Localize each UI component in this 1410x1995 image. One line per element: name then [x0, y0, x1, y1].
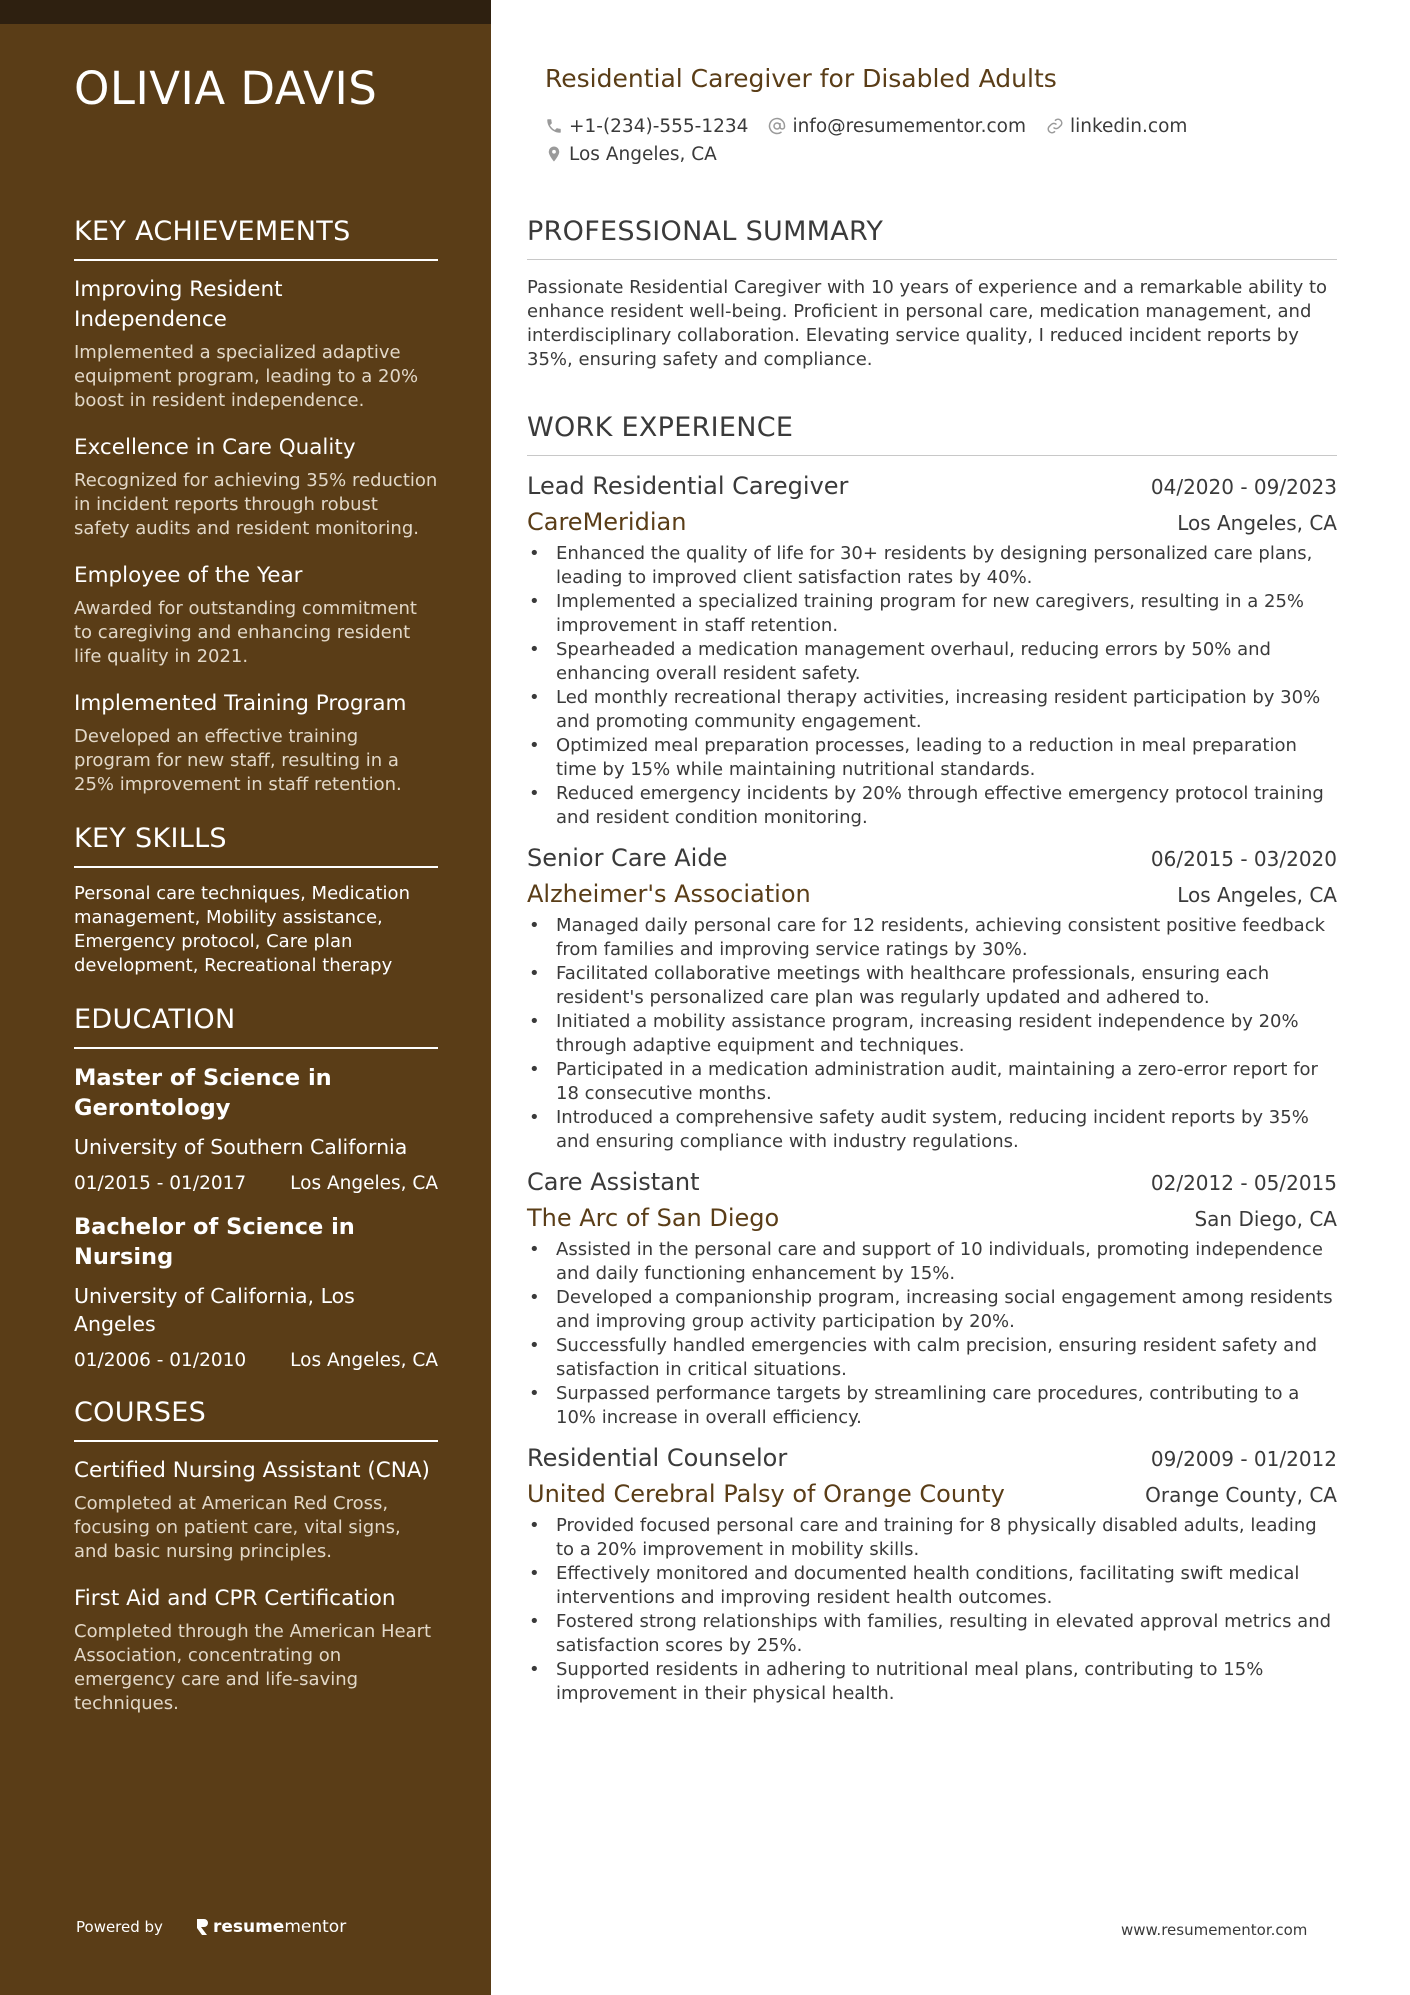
job-bullet: • Developed a companionship program, increasing social engagement among residents and improving group activity participation by 20%.: [527, 1286, 1337, 1334]
job-bullet: • Surpassed performance targets by streamlining care procedures, contributing to a 10% increase in overall efficiency.: [527, 1382, 1337, 1430]
email-text: info@resumementor.com: [792, 115, 1026, 137]
achievement-desc: Implemented a specialized adaptive equipment program, leading to a 20% boost in resident independence.: [74, 342, 419, 411]
job-subheader: [527, 1204, 1337, 1232]
achievement-desc: Developed an effective training program for new staff, resulting in a 25% improvement in staff retention.: [74, 726, 402, 795]
achievements-heading: KEY ACHIEVEMENTS: [74, 216, 438, 261]
job-location: Orange County, CA: [1145, 1483, 1337, 1507]
job-bullet: • Successfully handled emergencies with calm precision, ensuring resident safety and satisfaction in critical situations.: [527, 1334, 1337, 1382]
job-entry: [527, 1444, 1337, 1706]
link-icon: [1046, 117, 1064, 135]
job-bullet: • Implemented a specialized training program for new caregivers, resulting in a 25% improvement in staff retention.: [527, 590, 1337, 638]
courses-heading: COURSES: [74, 1397, 438, 1442]
job-bullet: • Optimized meal preparation processes, leading to a reduction in meal preparation time by 15% while maintaining nutritional standards.: [527, 734, 1337, 782]
brand-bold: resume: [212, 1917, 285, 1937]
job-bullet: • Managed daily personal care for 12 residents, achieving consistent positive feedback from families and improving service ratings by 30%.: [527, 914, 1337, 962]
job-title: Senior Care Aide: [527, 844, 728, 872]
job-location: Los Angeles, CA: [1177, 883, 1337, 907]
achievement-title: Excellence in Care Quality: [74, 435, 356, 460]
achievement-desc: Recognized for achieving 35% reduction in incident reports through robust safety audits and resident monitoring.: [74, 470, 438, 539]
location-pin-icon: [545, 145, 563, 163]
course-title: First Aid and CPR Certification: [74, 1586, 396, 1611]
sidebar-content: [74, 216, 438, 1742]
job-bullet: • Participated in a medication administration audit, maintaining a zero-error report for 18 consecutive months.: [527, 1058, 1337, 1106]
job-dates: 06/2015 - 03/2020: [1150, 847, 1337, 871]
job-bullet: • Supported residents in adhering to nutritional meal plans, contributing to 15% improvement in their physical health.: [527, 1658, 1337, 1706]
achievements-section: [74, 216, 438, 797]
achievement-title: Improving Resident Independence: [74, 277, 283, 332]
achievement-desc: Awarded for outstanding commitment to caregiving and enhancing resident life quality in 2021.: [74, 598, 417, 667]
job-bullet: • Spearheaded a medication management overhaul, reducing errors by 50% and enhancing overall resident safety.: [527, 638, 1337, 686]
experience-section: [527, 412, 1337, 1706]
job-bullet: • Enhanced the quality of life for 30+ residents by designing personalized care plans, leading to improved client satisfaction rates by 40%.: [527, 542, 1337, 590]
job-bullets: [527, 542, 1337, 830]
education-location: Los Angeles, CA: [290, 1173, 438, 1194]
job-subheader: [527, 508, 1337, 536]
achievement-item: [74, 433, 438, 541]
job-bullet: • Introduced a comprehensive safety audit system, reducing incident reports by 35% and ensuring compliance with industry regulations.: [527, 1106, 1337, 1154]
education-section: [74, 1004, 438, 1371]
job-title: Lead Residential Caregiver: [527, 472, 849, 500]
phone-icon: [545, 117, 563, 135]
education-dates: 01/2015 - 01/2017: [74, 1173, 247, 1194]
candidate-name: OLIVIA DAVIS: [74, 62, 378, 115]
job-bullet: • Effectively monitored and documented health conditions, facilitating swift medical interventions and improving resident health outcomes.: [527, 1562, 1337, 1610]
main-content: [527, 216, 1337, 1720]
course-item: [74, 1584, 438, 1716]
course-title: Certified Nursing Assistant (CNA): [74, 1458, 430, 1483]
contact-email[interactable]: [768, 116, 1026, 137]
job-subheader: [527, 880, 1337, 908]
skills-list: Personal care techniques, Medication management, Mobility assistance, Emergency protocol, Care plan development, Recreational therapy: [74, 883, 410, 976]
job-header: [527, 844, 1337, 872]
job-bullet: • Led monthly recreational therapy activities, increasing resident participation by 30% and promoting community engagement.: [527, 686, 1337, 734]
summary-section: [527, 216, 1337, 372]
job-bullets: [527, 1514, 1337, 1706]
contact-linkedin[interactable]: [1046, 116, 1187, 137]
achievement-title: Employee of the Year: [74, 563, 303, 588]
job-bullet: • Facilitated collaborative meetings with healthcare professionals, ensuring each resident's personalized care plan was regularly updated and adhered to.: [527, 962, 1337, 1010]
job-entry: [527, 472, 1337, 830]
job-title: Residential Counselor: [527, 1444, 788, 1472]
job-dates: 09/2009 - 01/2012: [1150, 1447, 1337, 1471]
sidebar: [0, 0, 491, 1995]
education-meta: [74, 1350, 438, 1371]
job-header: [527, 1168, 1337, 1196]
footer-url-link[interactable]: www.resumementor.com: [1121, 1921, 1308, 1939]
job-bullet: • Fostered strong relationships with families, resulting in elevated approval metrics and satisfaction scores by 25%.: [527, 1610, 1337, 1658]
education-location: Los Angeles, CA: [290, 1350, 438, 1371]
job-company: The Arc of San Diego: [527, 1204, 780, 1232]
job-title: Care Assistant: [527, 1168, 700, 1196]
achievement-item: [74, 689, 438, 797]
education-item: [74, 1063, 438, 1194]
education-dates: 01/2006 - 01/2010: [74, 1350, 247, 1371]
education-meta: [74, 1173, 438, 1194]
contact-phone[interactable]: [545, 116, 748, 137]
job-bullet: • Initiated a mobility assistance program, increasing resident independence by 20% through adaptive equipment and techniques.: [527, 1010, 1337, 1058]
job-subheader: [527, 1480, 1337, 1508]
job-entry: [527, 844, 1337, 1154]
linkedin-text: linkedin.com: [1069, 115, 1188, 137]
education-school: University of California, Los Angeles: [74, 1284, 355, 1336]
skills-section: [74, 823, 438, 978]
course-desc: Completed through the American Heart Association, concentrating on emergency care and life-saving techniques.: [74, 1621, 432, 1714]
education-heading: EDUCATION: [74, 1004, 438, 1049]
skills-heading: KEY SKILLS: [74, 823, 438, 868]
powered-by: [76, 1917, 346, 1937]
job-company: Alzheimer's Association: [527, 880, 811, 908]
job-bullets: [527, 914, 1337, 1154]
course-desc: Completed at American Red Cross, focusing on patient care, vital signs, and basic nursing principles.: [74, 1493, 401, 1562]
powered-by-label: Powered by: [76, 1918, 163, 1936]
education-item: [74, 1212, 438, 1371]
sidebar-top-bar: [0, 0, 491, 24]
job-bullet: • Assisted in the personal care and support of 10 individuals, promoting independence and daily functioning enhancement by 15%.: [527, 1238, 1337, 1286]
achievement-item: [74, 561, 438, 669]
education-degree: Master of Science in Gerontology: [74, 1065, 332, 1121]
experience-heading: WORK EXPERIENCE: [527, 412, 1337, 456]
job-company: CareMeridian: [527, 508, 687, 536]
achievement-item: [74, 275, 438, 413]
job-header: [527, 472, 1337, 500]
courses-section: [74, 1397, 438, 1716]
summary-heading: PROFESSIONAL SUMMARY: [527, 216, 1337, 260]
job-bullets: [527, 1238, 1337, 1430]
phone-text: +1-(234)-555-1234: [569, 115, 749, 137]
job-location: Los Angeles, CA: [1177, 511, 1337, 535]
contact-info: [545, 112, 1305, 168]
job-dates: 04/2020 - 09/2023: [1150, 475, 1337, 499]
location-text: Los Angeles, CA: [569, 143, 717, 165]
contact-location: [545, 144, 717, 165]
achievement-title: Implemented Training Program: [74, 691, 407, 716]
job-bullet: • Reduced emergency incidents by 20% through effective emergency protocol training and resident condition monitoring.: [527, 782, 1337, 830]
brand-light: mentor: [284, 1917, 347, 1937]
job-header: [527, 1444, 1337, 1472]
job-bullet: • Provided focused personal care and training for 8 physically disabled adults, leading to a 20% improvement in mobility skills.: [527, 1514, 1337, 1562]
resumementor-logo-icon: [195, 1918, 209, 1936]
education-school: University of Southern California: [74, 1135, 408, 1159]
brand-logo[interactable]: [195, 1917, 346, 1937]
contact-row: [545, 140, 1305, 168]
job-target-title: Residential Caregiver for Disabled Adults: [545, 64, 1057, 93]
contact-row: [545, 112, 1305, 140]
job-dates: 02/2012 - 05/2015: [1150, 1171, 1337, 1195]
job-company: United Cerebral Palsy of Orange County: [527, 1480, 1005, 1508]
course-item: [74, 1456, 438, 1564]
education-degree: Bachelor of Science in Nursing: [74, 1214, 355, 1270]
job-location: San Diego, CA: [1194, 1207, 1337, 1231]
at-sign-icon: [768, 117, 786, 135]
summary-text: Passionate Residential Caregiver with 10 years of experience and a remarkable ability to enhance resident well-being. Proficient in personal care, medication management, and interdisciplinary collaboration. Elevating service quality, I reduced incident reports by 35%, ensuring safety and compliance.: [527, 277, 1328, 370]
job-entry: [527, 1168, 1337, 1430]
